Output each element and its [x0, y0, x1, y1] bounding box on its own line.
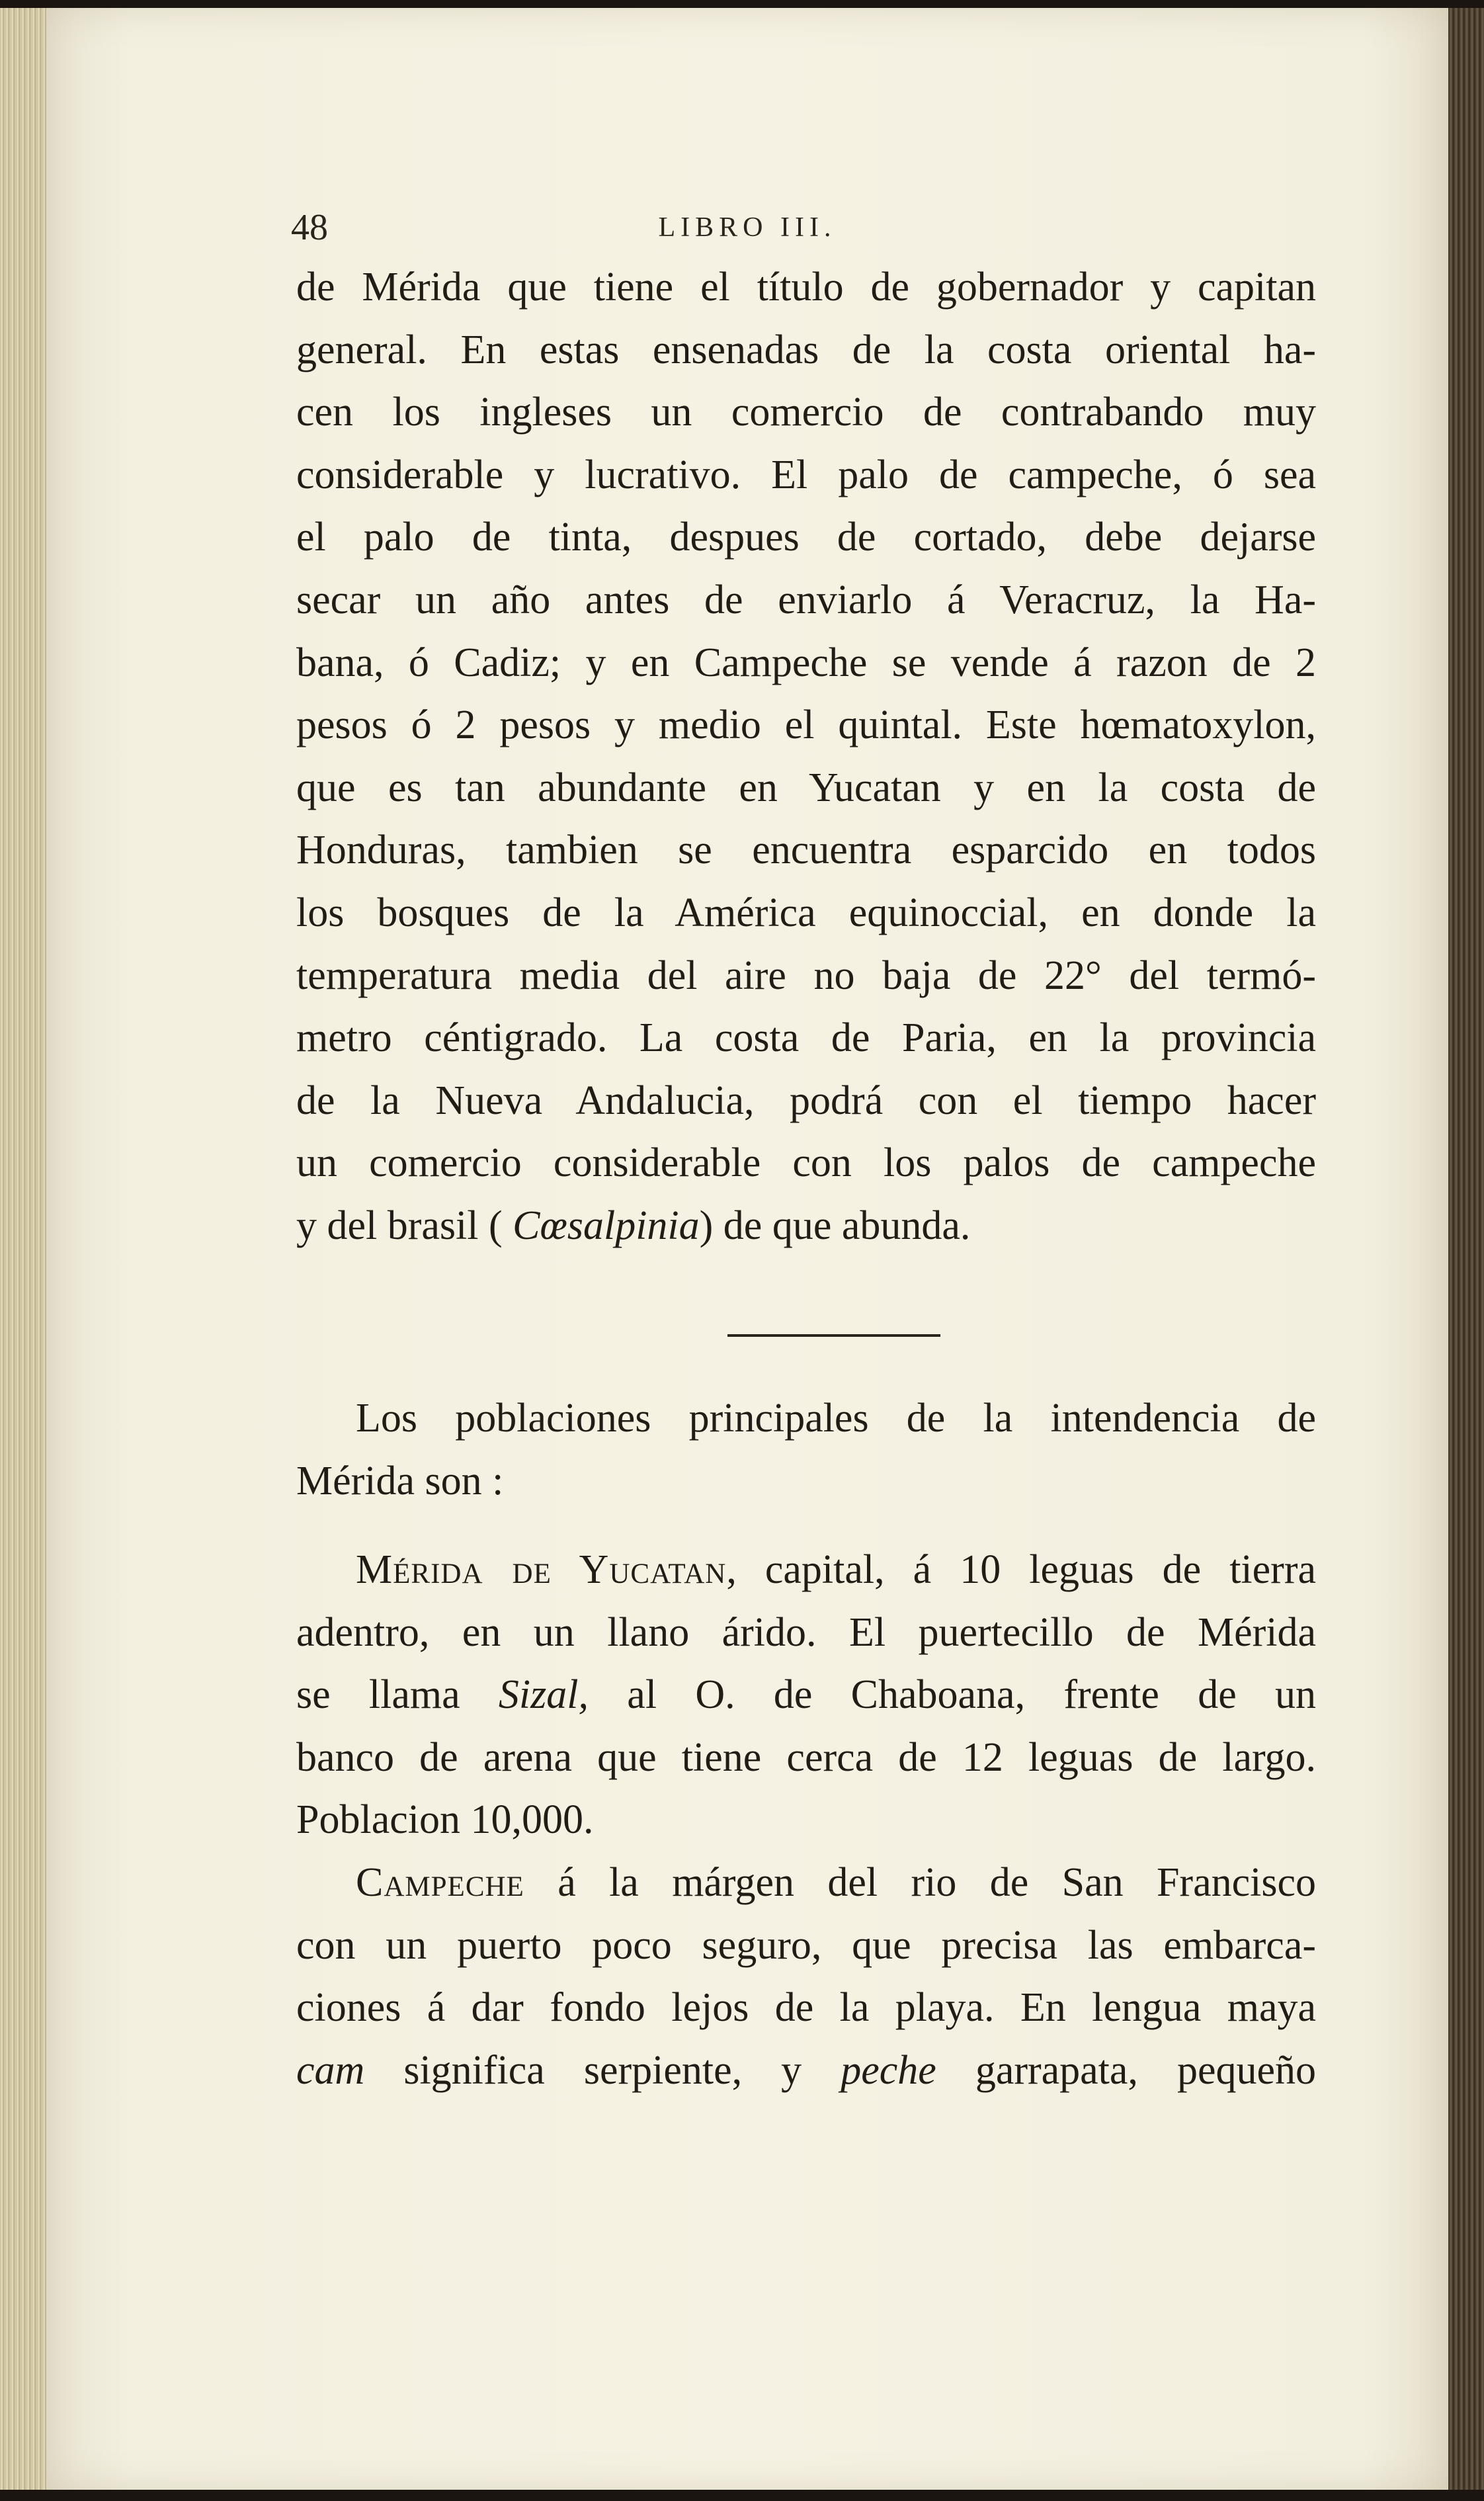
page-edges [0, 8, 46, 2490]
text-segment: á la márgen del rio de San Francisco [524, 1860, 1316, 1905]
text-line: metro céntigrado. La costa de Paria, en la provincia [296, 1015, 1316, 1061]
text-line: bana, ó Cadiz; y en Campeche se vende á razon de 2 [296, 640, 1316, 685]
text-segment: significa serpiente, y [364, 2047, 841, 2093]
entry-merida [296, 1539, 1316, 1851]
text-line [296, 1664, 1316, 1726]
page-number: 48 [291, 207, 328, 248]
italic-term: peche [841, 2047, 936, 2093]
text-line: Los poblaciones principales de la intendencia de [356, 1396, 1316, 1441]
text-line: un comercio considerable con los palos de campeche [296, 1140, 1316, 1186]
text-line: el palo de tinta, despues de cortado, debe dejarse [296, 515, 1316, 560]
text-line: pesos ó 2 pesos y medio el quintal. Este hœmatoxylon, [296, 702, 1316, 748]
text-line: los bosques de la América equinoccial, en donde la [296, 890, 1316, 935]
text-line: que es tan abundante en Yucatan y en la costa de [296, 765, 1316, 810]
paragraph-poblaciones [296, 1387, 1316, 1512]
text-line: adentro, en un llano árido. El puertecillo de Mérida [296, 1609, 1316, 1655]
paragraph-campeche-wood [296, 256, 1316, 1257]
text-line: secar un año antes de enviarlo á Veracruz, la Ha- [296, 577, 1316, 622]
text-line: Mérida son : [296, 1458, 504, 1504]
text-line [296, 1851, 1316, 1914]
text-line [296, 2039, 1316, 2102]
text-segment: y del brasil ( [296, 1203, 503, 1248]
text-segment: garrapata, pequeño [936, 2047, 1316, 2093]
text-line: Honduras, tambien se encuentra esparcido en todos [296, 827, 1316, 873]
italic-term: Sizal, [498, 1672, 589, 1718]
italic-term: cam [296, 2047, 365, 2093]
text-line [296, 1539, 1316, 1601]
section-divider-rule [727, 1334, 940, 1337]
text-line: temperatura media del aire no baja de 22° del termó- [296, 953, 1316, 998]
text-segment: ) de que abunda. [699, 1203, 971, 1248]
text-line: Poblacion 10,000. [296, 1797, 594, 1843]
book-binding-edge [1448, 8, 1484, 2490]
text-line: general. En estas ensenadas de la costa oriental ha- [296, 327, 1316, 372]
text-line: considerable y lucrativo. El palo de campeche, ó sea [296, 452, 1316, 497]
text-line: banco de arena que tiene cerca de 12 leguas de largo. [296, 1734, 1316, 1780]
text-segment: se llama [296, 1672, 460, 1718]
page-header [46, 206, 1448, 259]
text-line: de Mérida que tiene el título de gobernador y capitan [296, 265, 1316, 310]
running-head: LIBRO III. [658, 212, 837, 243]
place-name: Mérida de Yucatan [356, 1547, 727, 1592]
place-name: Campeche [356, 1860, 524, 1905]
text-line: de la Nueva Andalucia, podrá con el tiempo hacer [296, 1078, 1316, 1123]
text-line: ciones á dar fondo lejos de la playa. En lengua maya [296, 1985, 1316, 2031]
entry-campeche [296, 1851, 1316, 2101]
text-segment: , capital, á 10 leguas de tierra [726, 1547, 1316, 1592]
text-line [296, 1195, 1316, 1257]
book-page [46, 8, 1448, 2490]
text-segment: al O. de Chaboana, frente de un [627, 1672, 1316, 1718]
italic-term: Cœsalpinia [513, 1203, 700, 1248]
text-line: con un puerto poco seguro, que precisa las embarca- [296, 1922, 1316, 1968]
text-line: cen los ingleses un comercio de contrabando muy [296, 390, 1316, 435]
